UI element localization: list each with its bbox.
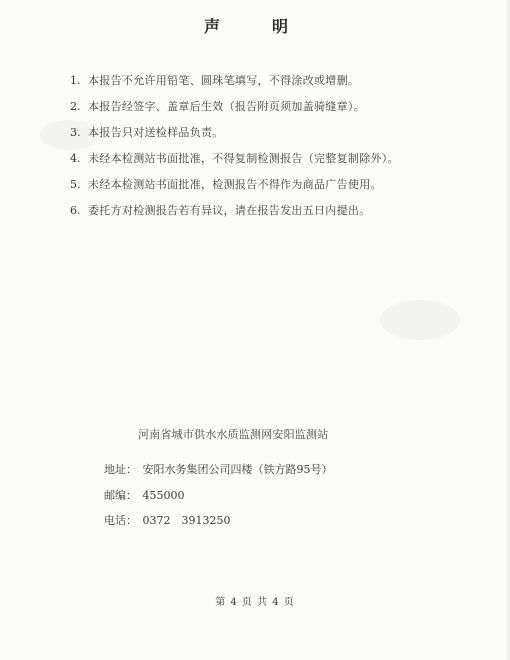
phone-line <box>104 512 230 528</box>
address-value: 安阳水务集团公司四楼（铁方路95号） <box>142 463 333 476</box>
address-label: 地址： <box>104 463 137 476</box>
clause-text: 本报告经签字、盖章后生效（报告附页须加盖骑缝章）。 <box>88 100 365 113</box>
clause-number: 1. <box>70 73 81 87</box>
clause-text: 本报告不允许用铅笔、圆珠笔填写，不得涂改或增删。 <box>88 74 360 87</box>
postcode-label: 邮编： <box>104 489 137 502</box>
clause-text: 未经本检测站书面批准，不得复制检测报告（完整复制除外）。 <box>88 152 399 165</box>
clause-number: 5. <box>70 177 81 191</box>
postcode-value: 455000 <box>142 489 185 502</box>
clause-number: 4. <box>70 151 81 165</box>
clause-item <box>70 171 490 197</box>
scan-speckle <box>380 300 460 340</box>
clause-item <box>70 93 490 119</box>
clause-item <box>70 67 490 93</box>
address-line <box>104 461 333 477</box>
declaration-clauses <box>70 67 490 223</box>
phone-label: 电话： <box>104 514 137 527</box>
clause-number: 2. <box>70 99 81 113</box>
page-number-footer: 第 4 页 共 4 页 <box>215 597 295 608</box>
clause-item <box>70 197 490 223</box>
phone-value: 0372 3913250 <box>142 514 231 527</box>
organization-name: 河南省城市供水水质监测网安阳监测站 <box>138 428 329 441</box>
postcode-line <box>104 487 185 503</box>
clause-number: 3. <box>70 125 81 139</box>
scan-edge-shadow <box>506 0 510 660</box>
clause-number: 6. <box>70 203 81 217</box>
clause-text: 未经本检测站书面批准，检测报告不得作为商品广告使用。 <box>88 178 382 191</box>
clause-item <box>70 119 490 145</box>
clause-text: 委托方对检测报告若有异议，请在报告发出五日内提出。 <box>88 204 371 217</box>
clause-text: 本报告只对送检样品负责。 <box>88 126 224 139</box>
clause-item <box>70 145 490 171</box>
document-title: 声 明 <box>203 17 306 36</box>
